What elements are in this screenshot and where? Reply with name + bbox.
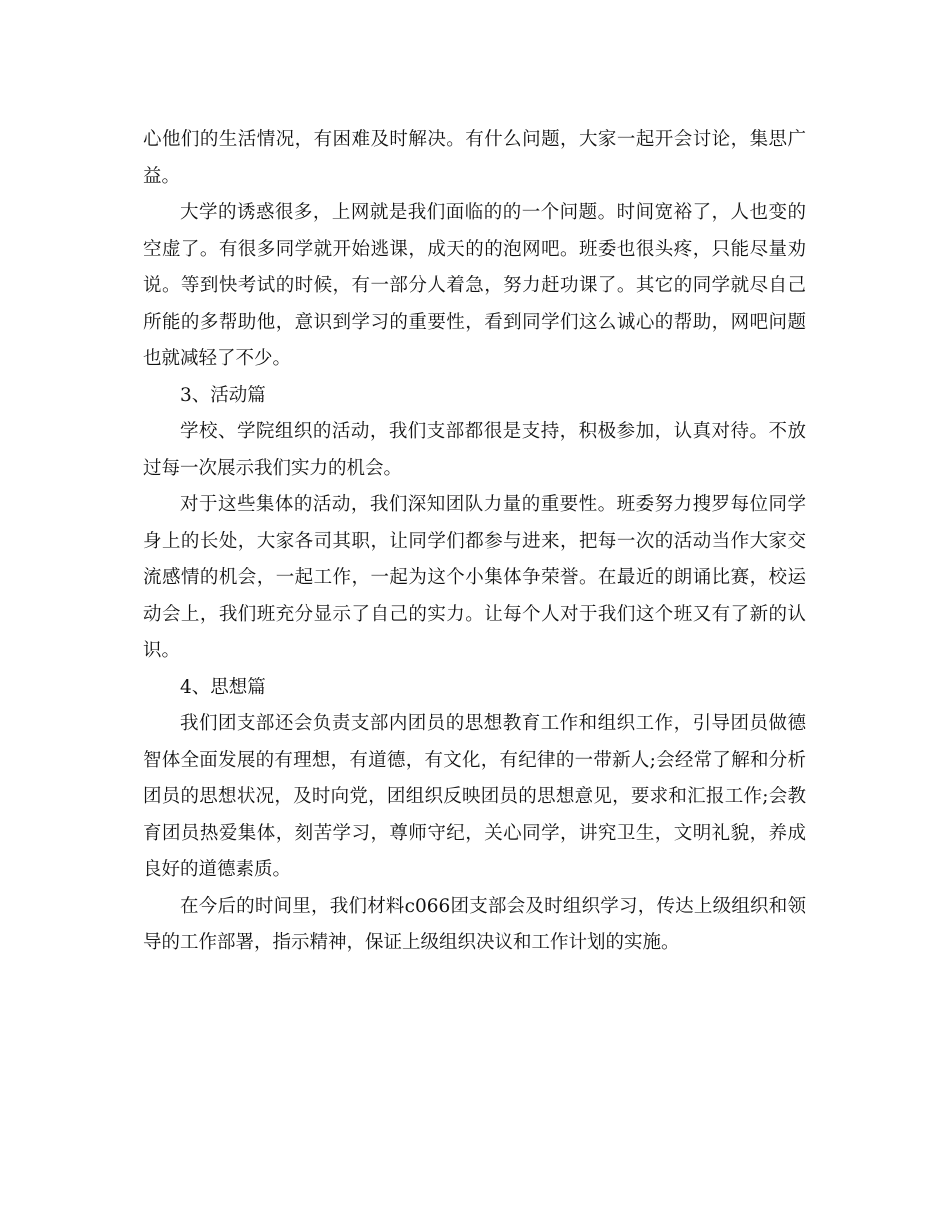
paragraph-internet-temptation: 大学的诱惑很多，上网就是我们面临的的一个问题。时间宽裕了，人也变的空虚了。有很多同学就开始逃课，成天的的泡网吧。班委也很头疼，只能尽量劝说。等到快考试的时候，有一部分人着急，努力赶功课了。其它的同学就尽自己所能的多帮助他，意识到学习的重要性，看到同学们这么诚心的帮助，网吧问题也就减轻了不少。 <box>143 202 806 369</box>
paragraph-school-activities: 学校、学院组织的活动，我们支部都很是支持，积极参加，认真对待。不放过每一次展示我们实力的机会。 <box>143 421 806 479</box>
paragraph-team-activities: 对于这些集体的活动，我们深知团队力量的重要性。班委努力搜罗每位同学身上的长处，大家各司其职，让同学们都参与进来，把每一次的活动当作大家交流感情的机会，一起工作，一起为这个小集体争荣誉。在最近的朗诵比赛，校运动会上，我们班充分显示了自己的实力。让每个人对于我们这个班又有了新的认识。 <box>143 494 806 661</box>
paragraph-thought-education: 我们团支部还会负责支部内团员的思想教育工作和组织工作，引导团员做德智体全面发展的有理想，有道德，有文化，有纪律的一带新人;会经常了解和分析团员的思想状况，及时向党，团组织反映团员的思想意见，要求和汇报工作;会教育团员热爱集体，刻苦学习，尊师守纪，关心同学，讲究卫生，文明礼貌，养成良好的道德素质。 <box>143 713 806 880</box>
paragraph-future-plan: 在今后的时间里，我们材料c066团支部会及时组织学习，传达上级组织和领导的工作部署，指示精神，保证上级组织决议和工作计划的实施。 <box>143 895 806 953</box>
section-heading-thought: 4、思想篇 <box>180 676 266 698</box>
section-heading-activities: 3、活动篇 <box>180 384 266 406</box>
document-body <box>143 122 806 962</box>
paragraph-continuation: 心他们的生活情况，有困难及时解决。有什么问题，大家一起开会讨论，集思广益。 <box>143 129 806 187</box>
